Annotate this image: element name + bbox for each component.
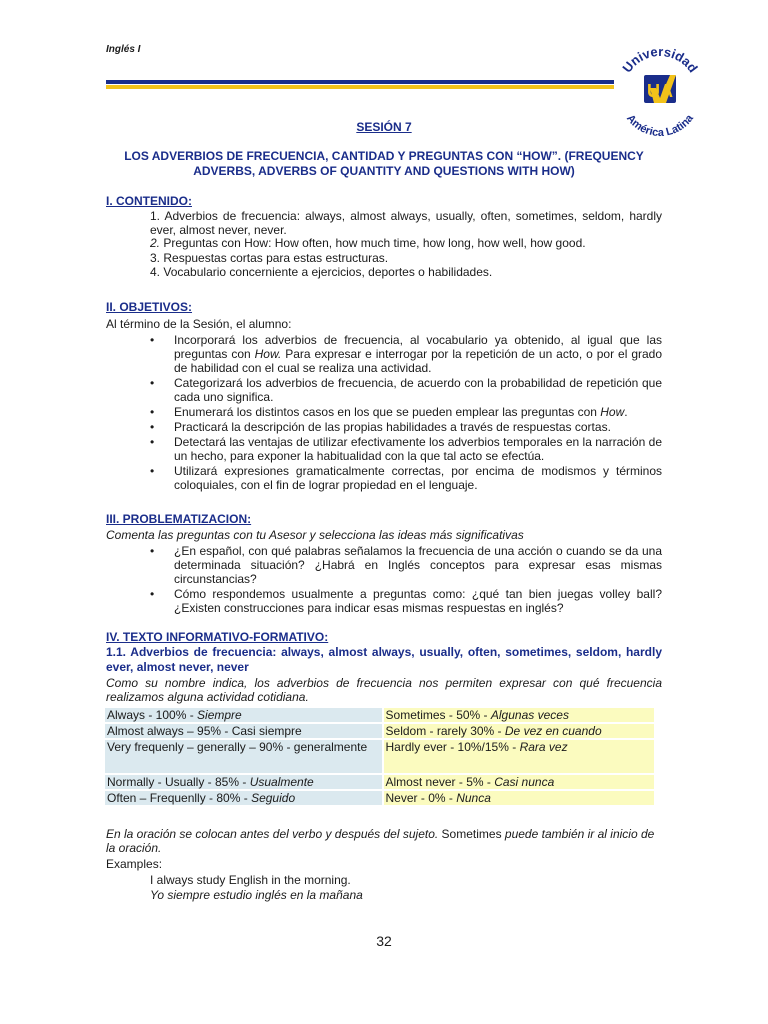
- contenido-item-4: 4. Vocabulario concerniente a ejercicios, deportes o habilidades.: [150, 265, 493, 279]
- subsection-heading: 1.1. Adverbios de frecuencia: always, almost always, usually, often, sometimes, seldom, hardly ever, almost never, never: [106, 645, 662, 674]
- table-row: [105, 740, 654, 773]
- table-row: [105, 708, 654, 722]
- logo-top-text: Universidad: [619, 43, 701, 76]
- table-row: [105, 791, 654, 805]
- contenido-item-3: 3. Respuestas cortas para estas estructuras.: [150, 251, 389, 265]
- table-cell: Very frequenly – generally – 90% - generalmente: [105, 740, 382, 773]
- contenido-item-1: 1. Adverbios de frecuencia: always, almost always, usually, often, sometimes, seldom, hardly ever, almost never, never.: [150, 209, 662, 237]
- objetivo-item: • Categorizará los adverbios de frecuencia, de acuerdo con la probabilidad de repetición que cada uno significa.: [150, 376, 662, 404]
- page-title: LOS ADVERBIOS DE FRECUENCIA, CANTIDAD Y PREGUNTAS CON “HOW”. (FREQUENCY ADVERBS, ADVERBS OF QUANTITY AND QUESTIONS WITH HOW): [124, 149, 644, 178]
- placement-note: En la oración se colocan antes del verbo y después del sujeto. Sometimes puede también ir al inicio de la oración.: [106, 827, 655, 855]
- objetivo-item: • Enumerará los distintos casos en los que se pueden emplear las preguntas con How.: [150, 405, 662, 419]
- problematizacion-list: [150, 544, 662, 616]
- section-problematizacion-heading: III. PROBLEMATIZACION:: [106, 512, 252, 526]
- table-cell: Often – Frequenlly - 80% - Seguido: [105, 791, 382, 805]
- objetivo-item: • Incorporará los adverbios de frecuencia, al vocabulario ya obtenido, al igual que las preguntas con How. Para expresar e interrogar por la repetición de un acto, o por el grado de habilidad con el cual se realiza una actividad.: [150, 333, 662, 375]
- objetivos-list: [150, 333, 662, 493]
- problematizacion-item: • Cómo respondemos usualmente a preguntas como: ¿qué tan bien juegas volley ball? ¿Existen construcciones para indicar esas mismas respuestas en inglés?: [150, 587, 662, 615]
- session-heading: SESIÓN 7: [356, 120, 412, 134]
- example-english: I always study English in the morning.: [150, 873, 351, 887]
- table-cell: Sometimes - 50% - Algunas veces: [384, 708, 654, 722]
- table-cell: Hardly ever - 10%/15% - Rara vez: [384, 740, 654, 773]
- table-cell: Never - 0% - Nunca: [384, 791, 654, 805]
- section-contenido-heading: I. CONTENIDO:: [106, 194, 192, 208]
- header-rule-yellow: [106, 85, 614, 89]
- table-cell: Normally - Usually - 85% - Usualmente: [105, 775, 382, 789]
- section-objetivos-heading: II. OBJETIVOS:: [106, 300, 193, 314]
- table-cell: Seldom - rarely 30% - De vez en cuando: [384, 724, 654, 738]
- frequency-table: [103, 706, 656, 807]
- section-texto-heading: IV. TEXTO INFORMATIVO-FORMATIVO:: [106, 630, 329, 644]
- example-spanish: Yo siempre estudio inglés en la mañana: [150, 888, 363, 902]
- table-cell: Always - 100% - Siempre: [105, 708, 382, 722]
- logo-mark: UA: [647, 81, 673, 101]
- course-title: Inglés I: [106, 44, 141, 55]
- header-rule-blue: [106, 80, 614, 84]
- objetivo-item: • Practicará la descripción de las propias habilidades a través de respuestas cortas.: [150, 420, 662, 434]
- objetivos-intro: Al término de la Sesión, el alumno:: [106, 317, 292, 331]
- examples-label: Examples:: [106, 857, 163, 871]
- table-cell: Almost never - 5% - Casi nunca: [384, 775, 654, 789]
- objetivo-item: • Utilizará expresiones gramaticalmente correctas, por encima de modismos y términos coloquiales, con el fin de lograr propiedad en el lenguaje.: [150, 464, 662, 492]
- table-cell: Almost always – 95% - Casi siempre: [105, 724, 382, 738]
- logo-bottom-text: América Latina: [624, 112, 696, 140]
- contenido-item-2: 2. Preguntas con How: How often, how much time, how long, how well, how good.: [150, 236, 586, 250]
- page-number: 32: [376, 933, 392, 949]
- objetivo-item: • Detectará las ventajas de utilizar efectivamente los adverbios temporales en la narración de un hecho, para exponer la habitualidad con la que tal acto se efectúa.: [150, 435, 662, 463]
- problematizacion-item: • ¿En español, con qué palabras señalamos la frecuencia de una acción o cuando se da una determinada situación? ¿Habrá en Inglés conceptos para expresar esas mismas circunstancias?: [150, 544, 662, 586]
- table-row: [105, 775, 654, 789]
- texto-intro: Como su nombre indica, los adverbios de frecuencia nos permiten expresar con qué frecuencia realizamos alguna actividad cotidiana.: [106, 676, 662, 704]
- table-row: [105, 724, 654, 738]
- problematizacion-intro: Comenta las preguntas con tu Asesor y selecciona las ideas más significativas: [106, 528, 524, 542]
